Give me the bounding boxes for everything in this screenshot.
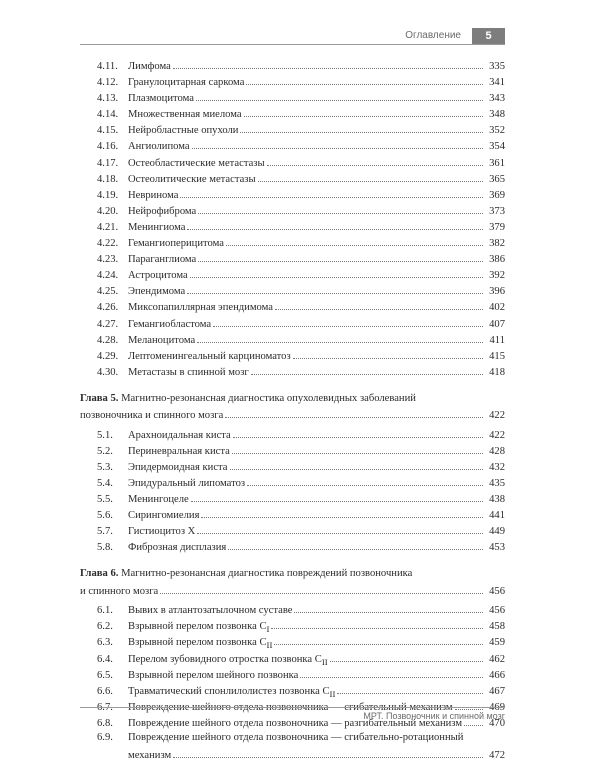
chapter5-heading[interactable] <box>80 391 505 424</box>
entry-page: 467 <box>489 685 505 697</box>
entry-title: Метастазы в спинной мозг <box>128 366 249 378</box>
entry-page: 470 <box>489 717 505 729</box>
entry-page: 402 <box>489 302 505 314</box>
entry-page: 365 <box>489 173 505 185</box>
entry-page: 462 <box>489 653 505 665</box>
dot-leader <box>246 73 483 85</box>
entry-page: 352 <box>489 125 505 137</box>
toc-entry[interactable] <box>80 202 505 218</box>
entry-title: Меланоцитома <box>128 334 196 346</box>
entry-page: 361 <box>489 157 505 169</box>
dot-leader <box>198 250 483 262</box>
chapter6-entry-list <box>80 601 505 764</box>
dot-leader <box>275 298 483 310</box>
entry-page: 469 <box>489 701 505 713</box>
entry-title: Нейробластные опухоли <box>128 125 239 137</box>
entry-page: 453 <box>489 542 505 554</box>
entry-number: 4.24. <box>97 270 119 282</box>
dot-leader <box>173 57 483 69</box>
toc-entry[interactable] <box>80 121 505 137</box>
entry-number: 6.2. <box>97 621 113 633</box>
toc-entry[interactable] <box>80 601 505 617</box>
entry-number: 5.4. <box>97 477 113 489</box>
dot-leader <box>244 105 483 117</box>
entry-title: Взрывной перелом шейного позвонка <box>128 669 299 681</box>
toc-entry[interactable] <box>80 426 505 442</box>
entry-title-text: Взрывной перелом позвонка C <box>128 621 267 633</box>
entry-number: 4.14. <box>97 109 119 121</box>
entry-number: 6.9. <box>97 732 113 743</box>
dot-leader <box>173 746 483 758</box>
entry-number: 4.23. <box>97 254 119 266</box>
book-title: МРТ. Позвоночник и спинной мозг <box>363 711 505 721</box>
entry-number: 5.5. <box>97 494 113 506</box>
entry-title: Миксопапиллярная эпендимома <box>128 302 273 314</box>
entry-page: 373 <box>489 205 505 217</box>
entry-number: 4.22. <box>97 238 119 250</box>
toc-entry[interactable] <box>80 137 505 153</box>
entry-number: 6.5. <box>97 669 113 681</box>
dot-leader <box>201 506 483 518</box>
entry-number: 4.29. <box>97 350 119 362</box>
entry-title: Фиброзная дисплазия <box>128 542 227 554</box>
dot-leader <box>196 89 483 101</box>
dot-leader <box>267 154 483 166</box>
dot-leader <box>190 266 483 278</box>
entry-number: 5.2. <box>97 445 113 457</box>
entry-title: Лептоменингеальный карциноматоз <box>128 350 291 362</box>
entry-number: 4.26. <box>97 302 119 314</box>
chapter6-label: Глава 6. <box>80 568 119 580</box>
entry-number: 4.20. <box>97 205 119 217</box>
running-footer <box>80 707 505 722</box>
entry-number: 4.16. <box>97 141 119 153</box>
entry-title: Невринома <box>128 189 179 201</box>
entry-page: 411 <box>489 334 505 346</box>
dot-leader <box>187 218 483 230</box>
toc-entry[interactable] <box>80 363 505 379</box>
dot-leader <box>337 682 483 694</box>
entry-title: Менингоцеле <box>128 494 189 506</box>
dot-leader <box>226 234 483 246</box>
entry-page: 382 <box>489 238 505 250</box>
toc-entry[interactable] <box>80 73 505 89</box>
entry-number: 6.6. <box>97 685 113 697</box>
entry-title-text: Взрывной перелом позвонка C <box>128 637 267 649</box>
chapter6-title-line2: и спинного мозга <box>80 585 159 597</box>
entry-page: 335 <box>489 61 505 72</box>
dot-leader <box>294 601 483 613</box>
dot-leader <box>232 442 483 454</box>
dot-leader <box>225 406 483 418</box>
entry-page: 456 <box>489 605 505 617</box>
entry-title: Менингиома <box>128 221 186 233</box>
entry-page: 418 <box>489 366 505 378</box>
toc-entry[interactable] <box>80 506 505 522</box>
entry-title: Лимфома <box>128 61 171 72</box>
entry-title: Плазмоцитома <box>128 93 194 105</box>
toc-entry[interactable] <box>80 617 505 633</box>
entry-title: Вывих в атлантозатылочном суставе <box>128 605 293 617</box>
chapter5-page: 422 <box>489 410 505 422</box>
toc-entry[interactable] <box>80 266 505 282</box>
toc-entry[interactable] <box>80 666 505 682</box>
chapter5-entry-list <box>80 426 505 555</box>
toc-entry[interactable] <box>80 315 505 331</box>
entry-title: Сирингомиелия <box>128 510 200 522</box>
toc-entry[interactable] <box>80 650 505 666</box>
entry-title: Ангиолипома <box>128 141 190 153</box>
entry-number: 4.21. <box>97 221 119 233</box>
dot-leader <box>300 666 483 678</box>
entry-title: Остеолитические метастазы <box>128 173 256 185</box>
dot-leader <box>274 633 483 645</box>
toc-entry[interactable] <box>80 458 505 474</box>
toc-entry[interactable] <box>80 331 505 347</box>
dot-leader <box>198 202 483 214</box>
vertebra-subscript: I <box>266 624 270 635</box>
entry-number: 4.17. <box>97 157 119 169</box>
chapter4-entry-list <box>80 57 505 379</box>
entry-title: Астроцитома <box>128 270 188 282</box>
dot-leader <box>230 458 484 470</box>
chapter6-heading[interactable] <box>80 566 505 599</box>
running-header <box>80 28 505 45</box>
entry-title: Гемангиобластома <box>128 318 212 330</box>
dot-leader <box>197 522 483 534</box>
dot-leader <box>197 331 483 343</box>
entry-page: 432 <box>489 461 505 473</box>
entry-page: 343 <box>489 93 505 105</box>
entry-title: Периневральная киста <box>128 445 230 457</box>
dot-leader <box>213 315 483 327</box>
toc-entry[interactable] <box>80 105 505 121</box>
entry-title: Множественная миелома <box>128 109 242 121</box>
entry-page: 428 <box>489 445 505 457</box>
dot-leader <box>233 426 483 438</box>
entry-number: 4.15. <box>97 125 119 137</box>
entry-page: 341 <box>489 77 505 89</box>
entry-number: 6.8. <box>97 717 113 729</box>
dot-leader <box>247 474 483 486</box>
entry-title: Гемангиоперицитома <box>128 238 224 250</box>
entry-number: 4.30. <box>97 366 119 378</box>
dot-leader <box>330 650 483 662</box>
toc-entry[interactable] <box>80 170 505 186</box>
entry-number: 6.3. <box>97 637 113 649</box>
entry-number: 4.12. <box>97 77 119 89</box>
table-of-contents <box>80 57 505 764</box>
toc-entry[interactable] <box>80 89 505 105</box>
entry-number: 5.7. <box>97 526 113 538</box>
entry-number: 4.27. <box>97 318 119 330</box>
entry-title: Гранулоцитарная саркома <box>128 77 245 89</box>
dot-leader <box>160 582 483 594</box>
entry-number: 6.7. <box>97 701 113 713</box>
entry-title: Остеобластические метастазы <box>128 157 265 169</box>
toc-entry[interactable] <box>80 442 505 458</box>
toc-entry[interactable] <box>80 490 505 506</box>
chapter5-label: Глава 5. <box>80 392 119 404</box>
entry-page: 459 <box>489 637 505 649</box>
vertebra-subscript: II <box>266 640 273 651</box>
entry-page: 386 <box>489 254 505 266</box>
chapter5-title-line2: позвоночника и спинного мозга <box>80 410 224 422</box>
entry-page: 407 <box>489 318 505 330</box>
dot-leader <box>271 617 483 629</box>
entry-title: Нейрофиброма <box>128 205 197 217</box>
toc-entry[interactable] <box>80 154 505 170</box>
dot-leader <box>192 137 483 149</box>
entry-title: Повреждение шейного отдела позвоночника — сгибательный механизм <box>128 701 453 713</box>
entry-title: Арахноидальная киста <box>128 429 231 441</box>
toc-entry[interactable] <box>80 298 505 314</box>
entry-page: 415 <box>489 350 505 362</box>
entry-page: 435 <box>489 477 505 489</box>
entry-page: 369 <box>489 189 505 201</box>
entry-title-text: Перелом зубовидного отростка позвонка C <box>128 653 322 665</box>
page-number-badge: 5 <box>472 28 505 44</box>
toc-entry[interactable] <box>80 250 505 266</box>
entry-number: 5.3. <box>97 461 113 473</box>
toc-entry[interactable] <box>80 234 505 250</box>
toc-entry[interactable] <box>80 522 505 538</box>
toc-entry[interactable] <box>80 474 505 490</box>
header-section-title: Оглавление <box>405 30 461 41</box>
toc-entry[interactable] <box>80 282 505 298</box>
vertebra-subscript: II <box>321 656 328 667</box>
entry-title: Параганглиома <box>128 254 197 266</box>
toc-entry[interactable] <box>80 186 505 202</box>
entry-page: 458 <box>489 621 505 633</box>
entry-page: 396 <box>489 286 505 298</box>
dot-leader <box>240 121 483 133</box>
entry-number: 5.1. <box>97 429 113 441</box>
entry-title: Повреждение шейного отдела позвоночника — разгибательный механизм <box>128 717 463 729</box>
dot-leader <box>180 186 483 198</box>
entry-page: 438 <box>489 494 505 506</box>
entry-title: Эпидуральный липоматоз <box>128 477 246 489</box>
entry-page: 472 <box>489 750 505 761</box>
entry-page: 466 <box>489 669 505 681</box>
entry-page: 441 <box>489 510 505 522</box>
entry-number: 4.28. <box>97 334 119 346</box>
chapter6-title-line1: Магнитно-резонансная диагностика повреждений позвоночника <box>121 568 413 580</box>
entry-page: 348 <box>489 109 505 121</box>
entry-number: 4.11. <box>97 61 118 72</box>
entry-number: 4.19. <box>97 189 119 201</box>
entry-number: 6.1. <box>97 605 113 617</box>
chapter6-page: 456 <box>489 585 505 597</box>
entry-number: 4.25. <box>97 286 119 298</box>
entry-page: 449 <box>489 526 505 538</box>
entry-number: 5.8. <box>97 542 113 554</box>
entry-number: 4.13. <box>97 93 119 105</box>
entry-title-text: Травматический спонлилолистез позвонка C <box>128 685 330 697</box>
toc-entry[interactable] <box>80 57 505 73</box>
toc-entry[interactable] <box>80 347 505 363</box>
dot-leader <box>187 282 483 294</box>
entry-page: 354 <box>489 141 505 153</box>
entry-page: 422 <box>489 429 505 441</box>
entry-title-line2: механизм <box>128 750 172 761</box>
toc-entry[interactable] <box>80 538 505 554</box>
entry-number: 6.4. <box>97 653 113 665</box>
entry-number: 5.6. <box>97 510 113 522</box>
entry-number: 4.18. <box>97 173 119 185</box>
entry-page: 392 <box>489 270 505 282</box>
toc-entry[interactable] <box>80 730 505 764</box>
entry-page: 379 <box>489 221 505 233</box>
toc-entry[interactable] <box>80 633 505 649</box>
toc-entry[interactable] <box>80 682 505 698</box>
toc-entry[interactable] <box>80 218 505 234</box>
entry-title: Повреждение шейного отдела позвоночника — сгибательно-ротационный <box>128 732 464 743</box>
chapter5-title-line1: Магнитно-резонансная диагностика опухолевидных заболеваний <box>121 392 416 404</box>
dot-leader <box>293 347 483 359</box>
dot-leader <box>228 538 483 550</box>
entry-title: Гистиоцитоз Х <box>128 526 196 538</box>
entry-title: Эпидермоидная киста <box>128 461 228 473</box>
dot-leader <box>191 490 483 502</box>
dot-leader <box>258 170 483 182</box>
vertebra-subscript: II <box>329 688 336 699</box>
dot-leader <box>251 363 483 375</box>
entry-title: Эпендимома <box>128 286 186 298</box>
